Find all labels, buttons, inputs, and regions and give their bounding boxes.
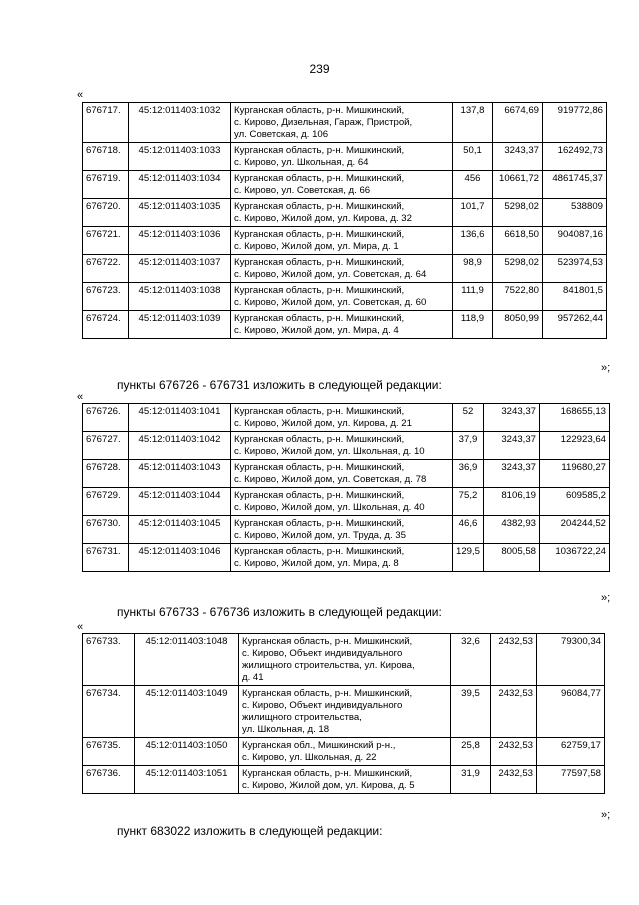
close-quote: »; [601, 592, 611, 604]
cadastral-number-cell: 45:12:011403:1046 [129, 544, 231, 572]
table-row [83, 634, 605, 686]
unit-value-cell: 3243,37 [484, 460, 540, 488]
address-line: с. Кирово, Объект индивидуального [242, 700, 403, 711]
open-quote: « [77, 621, 84, 633]
area-cell: 36,9 [453, 460, 484, 488]
area-cell: 75,2 [453, 488, 484, 516]
address-line: Курганская область, р-н. Мишкинский, [234, 406, 405, 417]
cadastral-number-cell: 45:12:011403:1032 [129, 103, 231, 143]
item-number-cell: 676734. [83, 686, 135, 738]
address-line: с. Кирово, ул. Школьная, д. 22 [242, 752, 377, 763]
item-number-cell: 676736. [83, 766, 135, 794]
cadastral-value-cell: 204244,52 [540, 516, 610, 544]
unit-value-cell: 8050,99 [493, 311, 543, 339]
cadastral-number-cell: 45:12:011403:1042 [129, 432, 231, 460]
address-line: Курганская область, р-н. Мишкинский, [242, 688, 413, 699]
item-number-cell: 676728. [83, 460, 129, 488]
address-line: ул. Советская, д. 106 [234, 129, 329, 140]
unit-value-cell: 7522,80 [493, 283, 543, 311]
unit-value-cell: 2432,53 [491, 766, 537, 794]
table-row [83, 283, 607, 311]
cadastral-value-cell: 609585,2 [540, 488, 610, 516]
unit-value-cell: 4382,93 [484, 516, 540, 544]
area-cell: 52 [453, 404, 484, 432]
address-line: Курганская область, р-н. Мишкинский, [234, 546, 405, 557]
table-row [83, 143, 607, 171]
item-number-cell: 676730. [83, 516, 129, 544]
unit-value-cell: 5298,02 [493, 199, 543, 227]
table-row [83, 255, 607, 283]
cadastral-value-cell: 841801,5 [543, 283, 607, 311]
unit-value-cell: 3243,37 [484, 404, 540, 432]
table-row [83, 766, 605, 794]
address-line: Курганская область, р-н. Мишкинский, [234, 490, 405, 501]
unit-value-cell: 2432,53 [491, 738, 537, 766]
item-number-cell: 676729. [83, 488, 129, 516]
address-cell [231, 283, 453, 311]
item-number-cell: 676723. [83, 283, 129, 311]
address-line: Курганская область, р-н. Мишкинский, [242, 768, 413, 779]
address-line: Курганская обл., Мишкинский р-н., [242, 740, 396, 751]
address-cell [239, 634, 451, 686]
address-cell [231, 255, 453, 283]
area-cell: 46,6 [453, 516, 484, 544]
item-number-cell: 676724. [83, 311, 129, 339]
item-number-cell: 676731. [83, 544, 129, 572]
area-cell: 111,9 [453, 283, 493, 311]
item-number-cell: 676733. [83, 634, 135, 686]
table-row [83, 404, 610, 432]
address-cell [239, 766, 451, 794]
open-quote: « [77, 89, 84, 101]
cadastral-number-cell: 45:12:011403:1036 [129, 227, 231, 255]
cadastral-value-cell: 538809 [543, 199, 607, 227]
address-line: с. Кирово, ул. Советская, д. 66 [234, 185, 371, 196]
address-line: жилищного строительства, [242, 712, 362, 723]
unit-value-cell: 5298,02 [493, 255, 543, 283]
address-line: Курганская область, р-н. Мишкинский, [234, 313, 405, 324]
cadastral-number-cell: 45:12:011403:1051 [135, 766, 239, 794]
address-cell [231, 171, 453, 199]
address-cell [231, 143, 453, 171]
address-line: Курганская область, р-н. Мишкинский, [234, 173, 405, 184]
table-row [83, 544, 610, 572]
address-cell [231, 103, 453, 143]
cadastral-number-cell: 45:12:011403:1039 [129, 311, 231, 339]
table-row [83, 488, 610, 516]
unit-value-cell: 3243,37 [493, 143, 543, 171]
cadastral-number-cell: 45:12:011403:1037 [129, 255, 231, 283]
address-line: с. Кирово, Дизельная, Гараж, Пристрой, [234, 117, 413, 128]
address-cell [231, 311, 453, 339]
cadastral-number-cell: 45:12:011403:1043 [129, 460, 231, 488]
address-line: Курганская область, р-н. Мишкинский, [234, 518, 405, 529]
address-cell [231, 488, 453, 516]
cadastral-number-cell: 45:12:011403:1044 [129, 488, 231, 516]
cadastral-number-cell: 45:12:011403:1048 [135, 634, 239, 686]
cadastral-value-cell: 904087,16 [543, 227, 607, 255]
cadastral-value-cell: 77597,58 [537, 766, 605, 794]
address-cell [231, 432, 453, 460]
table-row [83, 738, 605, 766]
cadastral-value-cell: 1036722,24 [540, 544, 610, 572]
cadastral-number-cell: 45:12:011403:1050 [135, 738, 239, 766]
address-line: с. Кирово, Объект индивидуального [242, 648, 403, 659]
item-number-cell: 676717. [83, 103, 129, 143]
address-line: с. Кирово, Жилой дом, ул. Мира, д. 4 [234, 325, 399, 336]
address-line: Курганская область, р-н. Мишкинский, [234, 257, 405, 268]
address-line: Курганская область, р-н. Мишкинский, [234, 105, 405, 116]
area-cell: 37,9 [453, 432, 484, 460]
page-number: 239 [309, 62, 330, 76]
cadastral-number-cell: 45:12:011403:1045 [129, 516, 231, 544]
address-cell [231, 516, 453, 544]
address-line: с. Кирово, Жилой дом, ул. Школьная, д. 10 [234, 446, 425, 457]
item-number-cell: 676726. [83, 404, 129, 432]
unit-value-cell: 8005,58 [484, 544, 540, 572]
address-line: с. Кирово, Жилой дом, ул. Советская, д. 78 [234, 474, 427, 485]
area-cell: 137,8 [453, 103, 493, 143]
item-number-cell: 676727. [83, 432, 129, 460]
table-row [83, 171, 607, 199]
cadastral-value-cell: 79300,34 [537, 634, 605, 686]
table-row [83, 199, 607, 227]
address-line: с. Кирово, Жилой дом, ул. Труда, д. 35 [234, 530, 406, 541]
address-cell [231, 544, 453, 572]
address-line: с. Кирово, Жилой дом, ул. Кирова, д. 32 [234, 213, 412, 224]
unit-value-cell: 10661,72 [493, 171, 543, 199]
address-line: с. Кирово, Жилой дом, ул. Школьная, д. 40 [234, 502, 425, 513]
unit-value-cell: 8106,19 [484, 488, 540, 516]
area-cell: 32,6 [451, 634, 491, 686]
unit-value-cell: 6674,69 [493, 103, 543, 143]
address-cell [231, 199, 453, 227]
close-quote: »; [601, 362, 611, 374]
cadastral-number-cell: 45:12:011403:1035 [129, 199, 231, 227]
address-line: Курганская область, р-н. Мишкинский, [234, 201, 405, 212]
address-cell [231, 460, 453, 488]
area-cell: 456 [453, 171, 493, 199]
cadastral-number-cell: 45:12:011403:1033 [129, 143, 231, 171]
area-cell: 50,1 [453, 143, 493, 171]
table-section-2 [82, 403, 610, 572]
address-line: с. Кирово, ул. Школьная, д. 64 [234, 157, 369, 168]
area-cell: 136,6 [453, 227, 493, 255]
item-number-cell: 676720. [83, 199, 129, 227]
address-line: Курганская область, р-н. Мишкинский, [234, 145, 405, 156]
address-line: жилищного строительства, ул. Кирова, [242, 660, 415, 671]
close-quote: »; [601, 809, 611, 821]
cadastral-number-cell: 45:12:011403:1034 [129, 171, 231, 199]
address-line: с. Кирово, Жилой дом, ул. Советская, д. 60 [234, 297, 427, 308]
address-line: с. Кирово, Жилой дом, ул. Кирова, д. 5 [242, 780, 415, 791]
cadastral-value-cell: 162492,73 [543, 143, 607, 171]
unit-value-cell: 2432,53 [491, 686, 537, 738]
address-line: Курганская область, р-н. Мишкинский, [234, 285, 405, 296]
cadastral-value-cell: 523974,53 [543, 255, 607, 283]
cadastral-value-cell: 168655,13 [540, 404, 610, 432]
table-row [83, 516, 610, 544]
area-cell: 118,9 [453, 311, 493, 339]
address-line: с. Кирово, Жилой дом, ул. Кирова, д. 21 [234, 418, 412, 429]
area-cell: 25,8 [451, 738, 491, 766]
area-cell: 31,9 [451, 766, 491, 794]
address-cell [239, 738, 451, 766]
address-line: Курганская область, р-н. Мишкинский, [234, 434, 405, 445]
address-line: Курганская область, р-н. Мишкинский, [242, 636, 413, 647]
item-number-cell: 676718. [83, 143, 129, 171]
address-cell [239, 686, 451, 738]
table-row [83, 432, 610, 460]
table-row [83, 686, 605, 738]
table-section-1 [82, 102, 607, 339]
unit-value-cell: 6618,50 [493, 227, 543, 255]
cadastral-value-cell: 957262,44 [543, 311, 607, 339]
address-line: с. Кирово, Жилой дом, ул. Мира, д. 1 [234, 241, 399, 252]
table-row [83, 311, 607, 339]
paragraph-instruction: пункты 676733 - 676736 изложить в следующей редакции: [117, 605, 442, 619]
address-line: с. Кирово, Жилой дом, ул. Мира, д. 8 [234, 558, 399, 569]
address-line: д. 41 [242, 672, 264, 683]
cadastral-number-cell: 45:12:011403:1049 [135, 686, 239, 738]
unit-value-cell: 2432,53 [491, 634, 537, 686]
cadastral-value-cell: 119680,27 [540, 460, 610, 488]
item-number-cell: 676719. [83, 171, 129, 199]
cadastral-number-cell: 45:12:011403:1041 [129, 404, 231, 432]
area-cell: 101,7 [453, 199, 493, 227]
cadastral-value-cell: 96084,77 [537, 686, 605, 738]
table-row [83, 227, 607, 255]
cadastral-value-cell: 62759,17 [537, 738, 605, 766]
table-row [83, 460, 610, 488]
address-line: Курганская область, р-н. Мишкинский, [234, 462, 405, 473]
area-cell: 39,5 [451, 686, 491, 738]
table-section-3 [82, 633, 605, 794]
paragraph-instruction: пункт 683022 изложить в следующей редакции: [117, 824, 383, 838]
item-number-cell: 676721. [83, 227, 129, 255]
item-number-cell: 676722. [83, 255, 129, 283]
cadastral-value-cell: 919772,86 [543, 103, 607, 143]
cadastral-number-cell: 45:12:011403:1038 [129, 283, 231, 311]
table-row [83, 103, 607, 143]
open-quote: « [77, 391, 84, 403]
address-line: ул. Школьная, д. 18 [242, 724, 330, 735]
address-cell [231, 404, 453, 432]
address-cell [231, 227, 453, 255]
area-cell: 98,9 [453, 255, 493, 283]
address-line: с. Кирово, Жилой дом, ул. Советская, д. 64 [234, 269, 427, 280]
unit-value-cell: 3243,37 [484, 432, 540, 460]
address-line: Курганская область, р-н. Мишкинский, [234, 229, 405, 240]
paragraph-instruction: пункты 676726 - 676731 изложить в следующей редакции: [117, 378, 442, 392]
item-number-cell: 676735. [83, 738, 135, 766]
cadastral-value-cell: 122923,64 [540, 432, 610, 460]
cadastral-value-cell: 4861745,37 [543, 171, 607, 199]
area-cell: 129,5 [453, 544, 484, 572]
